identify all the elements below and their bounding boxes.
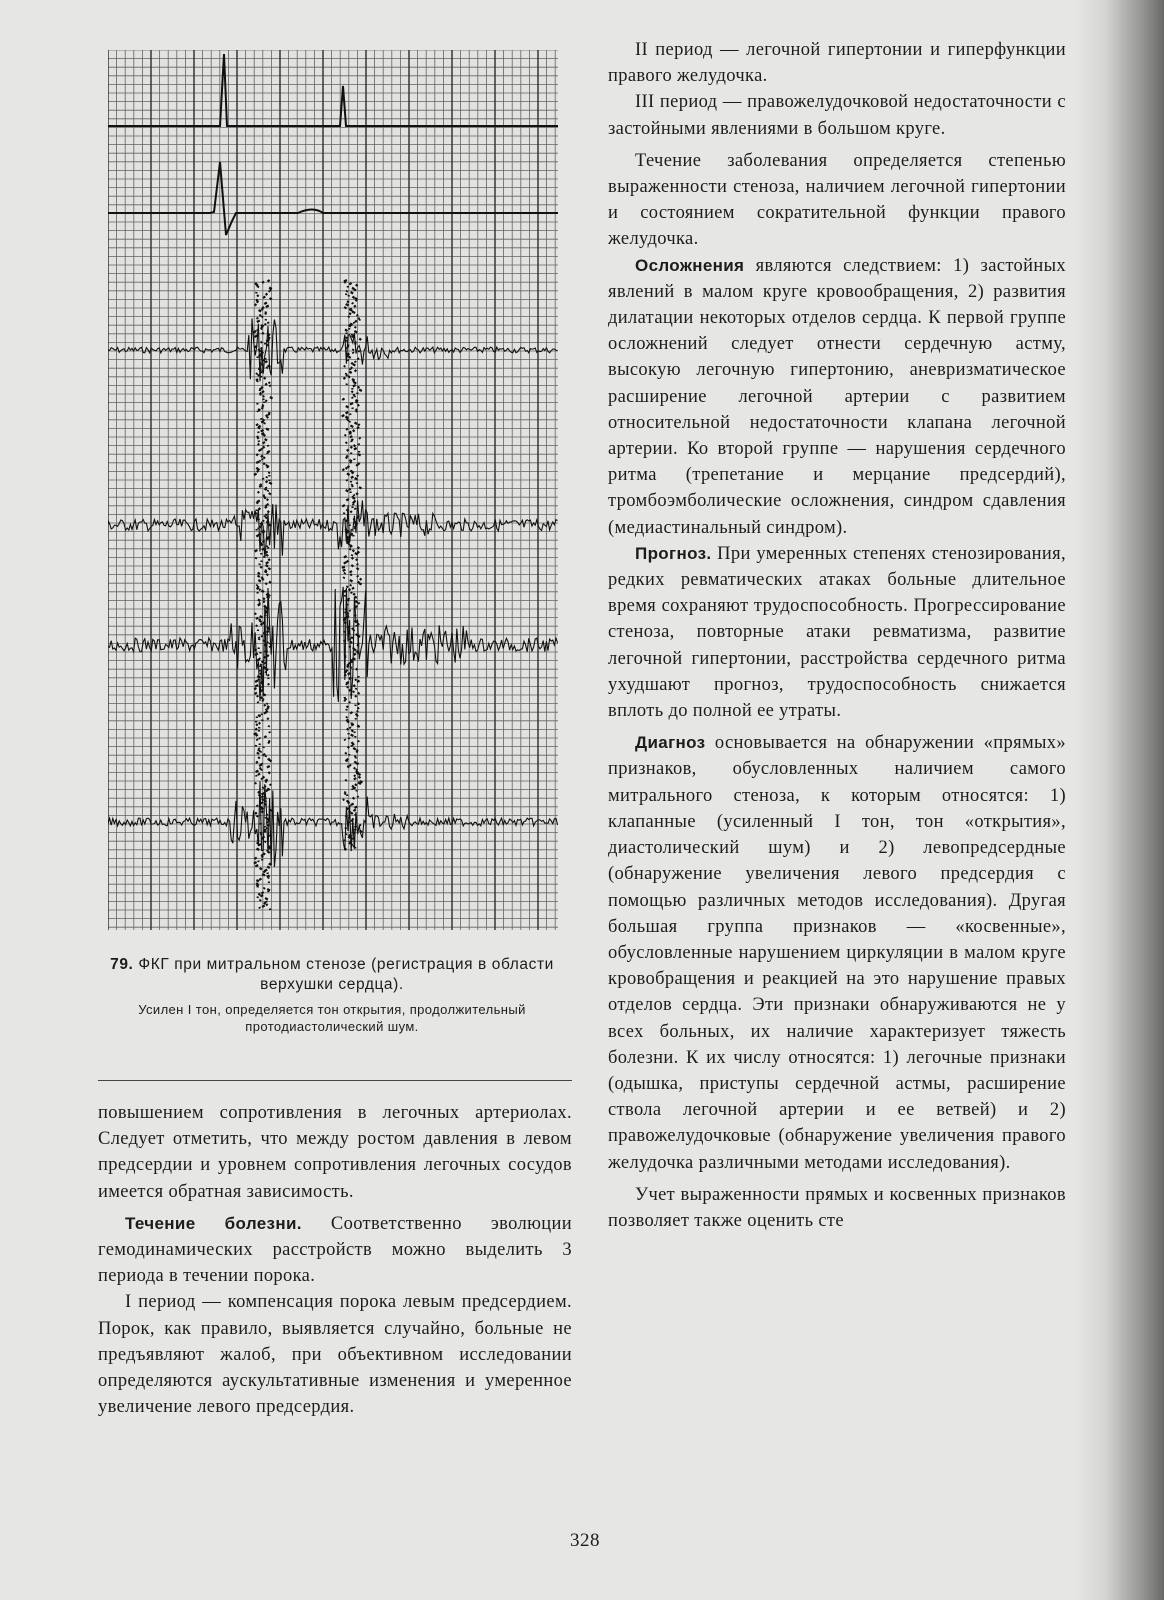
- paragraph: Течение болезни. Соответственно эволюции гемодинамических расстройств можно выделить 3 периода в течении порока.: [98, 1213, 572, 1287]
- caption-title-text: ФКГ при митральном стенозе (регистрация в области верхушки сердца).: [138, 956, 554, 993]
- paragraph: Прогноз. При умеренных степенях стенозирования, редких ревматических атаках больные длительное время сохраняют трудоспособность. Прогрессирование стеноза, повторные атаки ревматизма, развитие легочной гипертонии, расстройства сердечного ритма ухудшают прогноз, трудоспособность снижается вплоть до полной ее утраты.: [608, 543, 1066, 722]
- bold-heading: Осложнения: [635, 255, 745, 275]
- paragraph: I период — компенсация порока левым предсердием. Порок, как правило, выявляется случайно, больные не предъявляют жалоб, при объективном исследовании определяются аускультативные изменения и умеренное увеличение левого предсердия.: [98, 1292, 572, 1418]
- caption-description: Усилен I тон, определяется тон открытия, продолжительный протодиастолический шум.: [138, 1002, 526, 1034]
- caption-title: [92, 955, 572, 995]
- paragraph: повышением сопротивления в легочных артериолах. Следует отметить, что между ростом давления в левом предсердии и уровнем сопротивления легочных сосудов имеется обратная зависимость.: [98, 1103, 572, 1202]
- paragraph: II период — легочной гипертонии и гиперфункции правого желудочка.: [608, 40, 1066, 87]
- phonocardiogram-figure: [108, 50, 558, 930]
- left-column: [98, 1100, 572, 1420]
- paragraph: III период — правожелудочковой недостаточности с застойными явлениями в большом круге.: [608, 92, 1066, 139]
- separator-rule: [98, 1080, 572, 1081]
- bold-heading: Диагноз: [635, 733, 706, 753]
- paragraph: Учет выраженности прямых и косвенных признаков позволяет также оценить сте: [608, 1184, 1066, 1231]
- right-column: [608, 37, 1066, 1234]
- page-edge-shadow: [1074, 0, 1164, 1600]
- paragraph: Осложнения являются следствием: 1) застойных явлений в малом круге кровообращения, 2) развития дилатации некоторых отделов сердца. К первой группе осложнений следует отнести сердечную астму, высокую легочную гипертонию, аневризматическое расширение легочной артерии с развитием относительной недостаточности клапана легочной артерии. Ко второй группе — нарушения сердечного ритма (трепетание и мерцание предсердий), тромбоэмболические осложнения, синдром сдавления (медиастинальный синдром).: [608, 255, 1066, 538]
- figure-caption: [92, 955, 572, 1035]
- paragraph: Течение заболевания определяется степенью выраженности стеноза, наличием легочной гипертонии и состоянием сократительной функции правого желудочка.: [608, 150, 1066, 250]
- paragraph: Диагноз основывается на обнаружении «прямых» признаков, обусловленных наличием самого митрального стеноза, к которым относятся: 1) клапанные (усиленный I тон, тон «открытия», диастолический шум) и 2) левопредсердные (обнаружение увеличения левого предсердия с помощью различных методов исследования). Другая большая группа признаков — «косвенные», обусловленные нарушением циркуляции в малом круге кровобращения и реакцией на это нарушение правых отделов сердца. Эти признаки обнаруживаются не у всех больных, их наличие характеризует тяжесть болезни. К их числу относятся: 1) легочные признаки (одышка, приступы сердечной астмы, расширение ствола легочной артерии и ее ветвей) и 2) правожелудочковые (обнаружение увеличения правого желудочка различными методами исследования).: [608, 733, 1066, 1173]
- page-number: 328: [570, 1530, 600, 1551]
- bold-heading: Прогноз.: [635, 543, 712, 563]
- bold-heading: Течение болезни.: [125, 1213, 302, 1233]
- phonocardiogram-image: [108, 50, 558, 930]
- caption-number: 79.: [110, 956, 134, 973]
